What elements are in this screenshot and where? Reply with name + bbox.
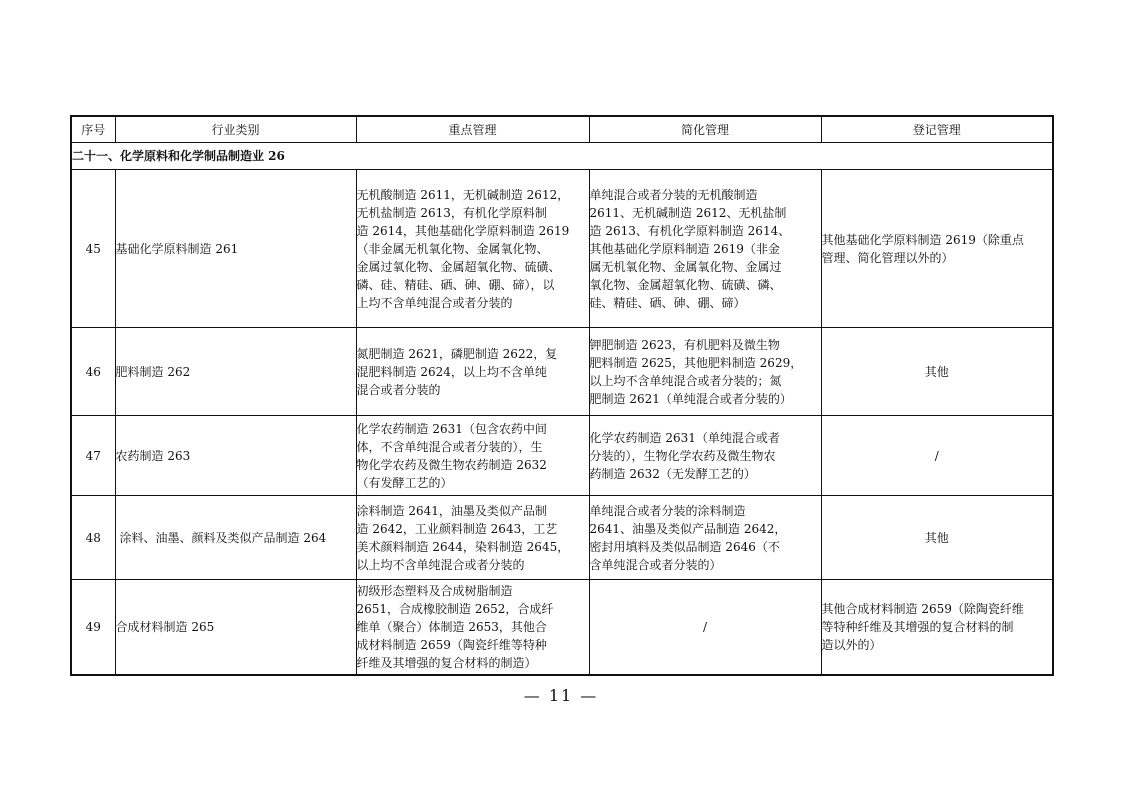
registration-management-cell: 其他 (821, 496, 1053, 580)
simplified-management-cell (589, 416, 821, 496)
header-simplified-management: 简化管理 (589, 116, 821, 143)
industry-category: 农药制造 263 (115, 416, 356, 496)
key-management-text: 化学农药制造 2631（包含农药中间 体，不含单纯混合或者分装的），生 物化学农药及微生物农药制造 2632 （有发酵工艺的） (356, 421, 547, 490)
registration-management-cell: 其他 (821, 328, 1053, 416)
key-management-cell (356, 496, 589, 580)
row-number: 49 (71, 580, 115, 675)
registration-management-cell (821, 580, 1053, 675)
management-table (70, 115, 1054, 676)
industry-category: 基础化学原料制造 261 (115, 170, 356, 328)
section-row (71, 143, 1053, 170)
header-serial-number: 序号 (71, 116, 115, 143)
section-title: 二十一、化学原料和化学制品制造业 26 (71, 143, 1053, 170)
key-management-text: 无机酸制造 2611，无机碱制造 2612， 无机盐制造 2613，有机化学原料制 造 2614，其他基础化学原料制造 2619 （非金属无机氧化物、金属氧化物、 金属过氧化物、金属超氧化物、硫磺、 磷、硅、精硅、硒、砷、硼、碲），以 上均不含单纯混合或者分装的 (356, 187, 570, 310)
row-number: 47 (71, 416, 115, 496)
key-management-cell (356, 170, 589, 328)
row-number: 46 (71, 328, 115, 416)
simplified-management-text: 化学农药制造 2631（单纯混合或者 分装的），生物化学农药及微生物农 药制造 2632（无发酵工艺的） (589, 430, 780, 481)
simplified-management-cell (589, 328, 821, 416)
simplified-management-text: 钾肥制造 2623，有机肥料及微生物 肥料制造 2625，其他肥料制造 2629， 以上均不含单纯混合或者分装的；氮 肥制造 2621（单纯混合或者分装的） (589, 337, 803, 406)
simplified-management-cell (589, 170, 821, 328)
simplified-management-text: 单纯混合或者分装的涂料制造 2641、油墨及类似产品制造 2642， 密封用填料及类似品制造 2646（不 含单纯混合或者分装的） (589, 503, 787, 572)
key-management-text: 涂料制造 2641，油墨及类似产品制 造 2642，工业颜料制造 2643，工艺 美术颜料制造 2644，染料制造 2645， 以上均不含单纯混合或者分装的 (356, 503, 570, 572)
header-key-management: 重点管理 (356, 116, 589, 143)
table-row (71, 328, 1053, 416)
table-row (71, 496, 1053, 580)
simplified-management-text: 单纯混合或者分装的无机酸制造 2611、无机碱制造 2612、无机盐制 造 2613、有机化学原料制造 2614、 其他基础化学原料制造 2619（非金 属无机氧化物、金属氧化物、金属过 氧化物、金属超氧化物、硫磺、磷、 硅、精硅、硒、砷、硼、碲） (589, 187, 791, 310)
registration-management-cell (821, 170, 1053, 328)
key-management-cell (356, 580, 589, 675)
key-management-cell (356, 328, 589, 416)
registration-management-text: 其他合成材料制造 2659（除陶瓷纤维 等特种纤维及其增强的复合材料的制 造以外的） (821, 601, 1024, 652)
registration-management-text: 其他基础化学原料制造 2619（除重点 管理、简化管理以外的） (821, 232, 1024, 265)
key-management-cell (356, 416, 589, 496)
industry-category: 涂料、油墨、颜料及类似产品制造 264 (115, 496, 356, 580)
simplified-management-cell (589, 496, 821, 580)
header-industry-category: 行业类别 (115, 116, 356, 143)
key-management-text: 氮肥制造 2621，磷肥制造 2622，复 混肥料制造 2624，以上均不含单纯 混合或者分装的 (356, 346, 558, 397)
industry-category: 肥料制造 262 (115, 328, 356, 416)
document-page (70, 115, 1052, 676)
table-row (71, 580, 1053, 675)
table-header-row (71, 116, 1053, 143)
header-registration-management: 登记管理 (821, 116, 1053, 143)
industry-category: 合成材料制造 265 (115, 580, 356, 675)
table-row (71, 170, 1053, 328)
page-number: — 11 — (523, 686, 599, 705)
simplified-management-cell: / (589, 580, 821, 675)
registration-management-cell: / (821, 416, 1053, 496)
row-number: 48 (71, 496, 115, 580)
key-management-text: 初级形态塑料及合成树脂制造 2651，合成橡胶制造 2652，合成纤 维单（聚合）体制造 2653，其他合 成材料制造 2659（陶瓷纤维等特种 纤维及其增强的复合材料的制造） (356, 583, 554, 670)
table-row (71, 416, 1053, 496)
row-number: 45 (71, 170, 115, 328)
